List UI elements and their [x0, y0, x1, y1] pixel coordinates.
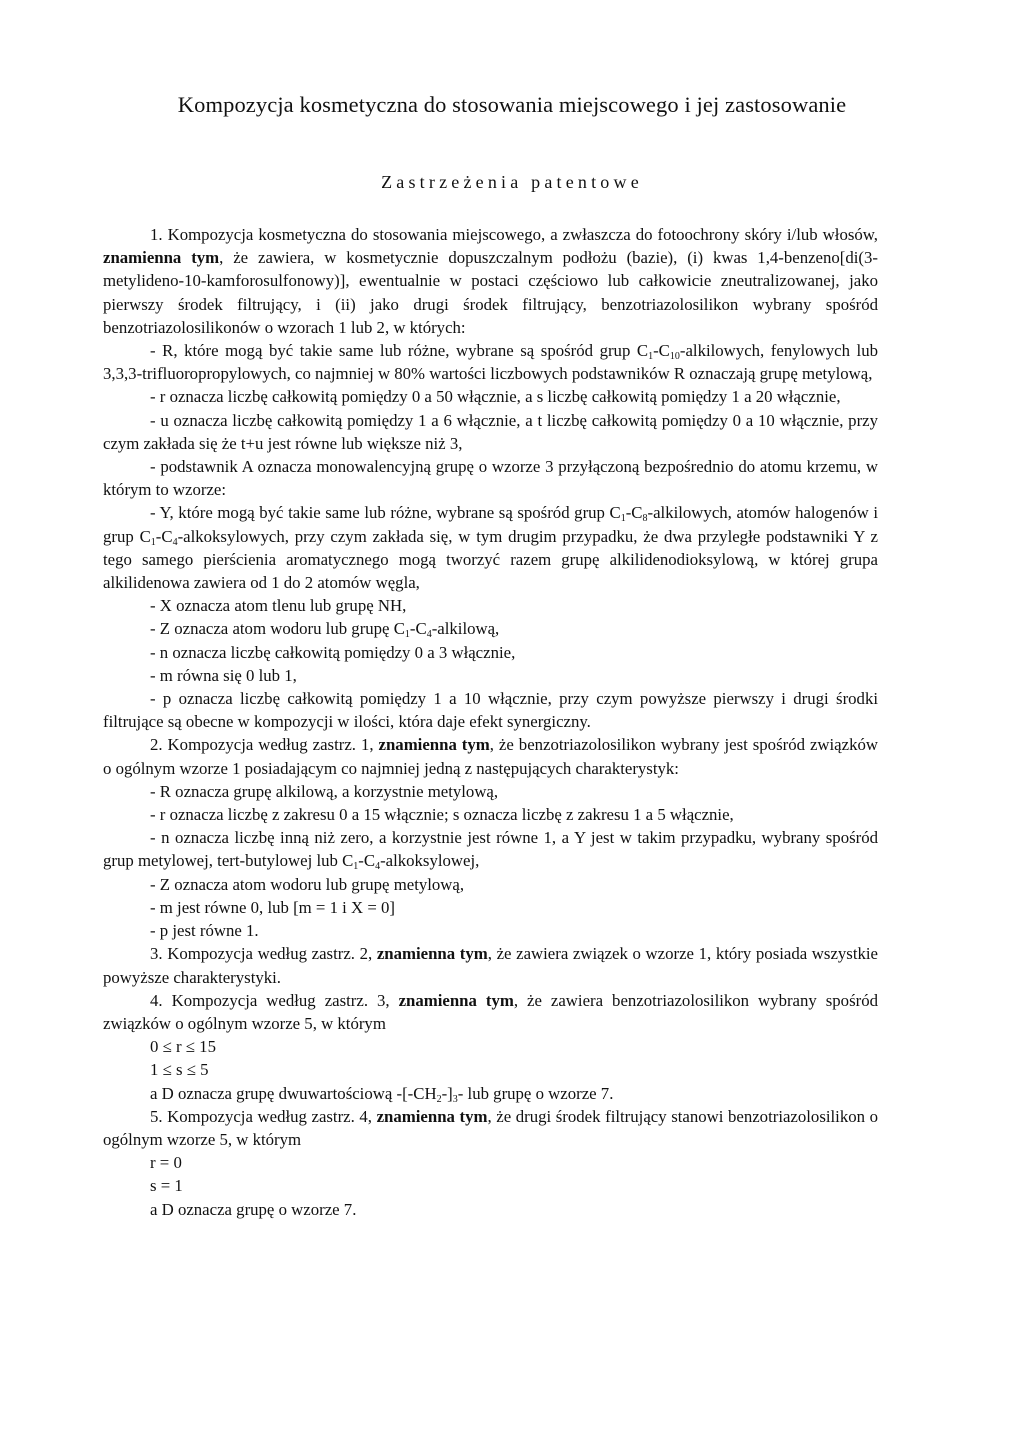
claim-marker: znamienna tym [376, 944, 488, 964]
claim-2-item-n: - n oznacza liczbę inną niż zero, a korzystnie jest równe 1, a Y jest w takim przypadku, wybrany spośród grup metylowej, tert-butylowej lub $C_1-C_4$-alkoksylowej, [103, 828, 878, 873]
claim-2-intro: 2. Kompozycja według zastrz. 1, znamienna tym, że benzotriazolosilikon wybrany jest spośród związków o ogólnym wzorze 1 posiadającym co najmniej jedną z następujących charakterystyk: [103, 735, 878, 778]
claim-5-item-d: a D oznacza grupę o wzorze 7. [150, 1199, 357, 1219]
claim-4-intro: 4. Kompozycja według zastrz. 3, znamienna tym, że zawiera benzotriazolosilikon wybrany spośród związków o ogólnym wzorze 5, w którym [103, 990, 878, 1033]
claim-5-condition-s: s = 1 [150, 1176, 183, 1196]
claim-1-item-n: - n oznacza liczbę całkowitą pomiędzy 0 a 3 włącznie, [150, 642, 516, 662]
document-title: Kompozycja kosmetyczna do stosowania miejscowego i jej zastosowanie [177, 92, 847, 117]
claim-1-item-u-t: - u oznacza liczbę całkowitą pomiędzy 1 a 6 włącznie, a t liczbę całkowitą pomiędzy 0 a 10 włącznie, przy czym zakłada się że t+u jest równe lub większe niż 3, [103, 410, 878, 453]
claim-2-item-r: - R oznacza grupę alkilową, a korzystnie metylową, [150, 781, 499, 801]
claim-2-item-m: - m jest równe 0, lub [m = 1 i X = 0] [150, 897, 395, 917]
claim-1-item-x: - X oznacza atom tlenu lub grupę NH, [150, 596, 407, 616]
claim-marker: znamienna tym [398, 990, 514, 1010]
claim-3-intro: 3. Kompozycja według zastrz. 2, znamienna tym, że zawiera związek o wzorze 1, który posiada wszystkie powyższe charakterystyki. [103, 944, 878, 987]
claim-2-item-r-s: - r oznacza liczbę z zakresu 0 a 15 włącznie; s oznacza liczbę z zakresu 1 a 5 włącznie, [150, 805, 734, 825]
claim-4-condition-s: 1 ≤ s ≤ 5 [150, 1060, 209, 1080]
claims-body [103, 223, 878, 1221]
claim-1-item-a: - podstawnik A oznacza monowalencyjną grupę o wzorze 3 przyłączoną bezpośrednio do atomu krzemu, w którym to wzorze: [103, 457, 878, 500]
claim-1-item-r-s: - r oznacza liczbę całkowitą pomiędzy 0 a 50 włącznie, a s liczbę całkowitą pomiędzy 1 a 20 włącznie, [150, 387, 841, 407]
claim-1-item-m: - m równa się 0 lub 1, [150, 665, 297, 685]
claim-marker: znamienna tym [376, 1106, 488, 1126]
claim-1-item-r-substituent: - R, które mogą być takie same lub różne, wybrane są spośród grup $C_1-C_{10}$-alkilowych, fenylowych lub 3,3,3-trifluoropropylowych, co najmniej w 80% wartości liczbowych podstawników R oznaczają grupę metylową, [103, 341, 878, 384]
claim-5-intro: 5. Kompozycja według zastrz. 4, znamienna tym, że drugi środek filtrujący stanowi benzotriazolosilikon o ogólnym wzorze 5, w którym [103, 1106, 878, 1149]
claim-4-condition-r: 0 ≤ r ≤ 15 [150, 1037, 216, 1057]
section-heading: Zastrzeżenia patentowe [381, 172, 643, 192]
claim-1-item-z: - Z oznacza atom wodoru lub grupę $C_1-C_4$-alkilową, [150, 619, 500, 641]
claim-1-item-p: - p oznacza liczbę całkowitą pomiędzy 1 a 10 włącznie, przy czym powyższe pierwszy i drugi środki filtrujące są obecne w kompozycji w ilości, która daje efekt synergiczny. [103, 689, 878, 732]
claim-1-item-y: - Y, które mogą być takie same lub różne, wybrane są spośród grup $C_1-C_8$-alkilowych, atomów halogenów i grup $C_1-C_4$-alkoksylowych, przy czym zakłada się, w tym drugim przypadku, że dwa przyległe podstawniki Y z tego samego pierścienia aromatycznego mogą tworzyć razem grupę alkilidenodioksylową, w której grupa alkilidenowa zawiera od 1 do 2 atomów węgla, [103, 503, 878, 593]
claim-marker: znamienna tym [378, 735, 490, 755]
claim-1-intro: 1. Kompozycja kosmetyczna do stosowania miejscowego, a zwłaszcza do fotoochrony skóry i/lub włosów, znamienna tym, że zawiera, w kosmetycznie dopuszczalnym podłożu (bazie), (i) kwas 1,4-benzeno[di(3-metylideno-10-kamforosulfonowy)], ewentualnie w postaci częściowo lub całkowicie zneutralizowanej, jako pierwszy środek filtrujący, i (ii) jako drugi środek filtrujący, benzotriazolosilikon wybrany spośród benzotriazolosilikonów o wzorach 1 lub 2, w których: [103, 225, 878, 337]
claim-2-item-z: - Z oznacza atom wodoru lub grupę metylową, [150, 874, 465, 894]
claim-2-item-p: - p jest równe 1. [150, 921, 259, 941]
claim-5-condition-r: r = 0 [150, 1153, 182, 1173]
claim-4-item-d: a D oznacza grupę dwuwartościową $-[-CH_2-]_3-$ lub grupę o wzorze 7. [150, 1083, 614, 1105]
claim-marker: znamienna tym [103, 248, 220, 268]
